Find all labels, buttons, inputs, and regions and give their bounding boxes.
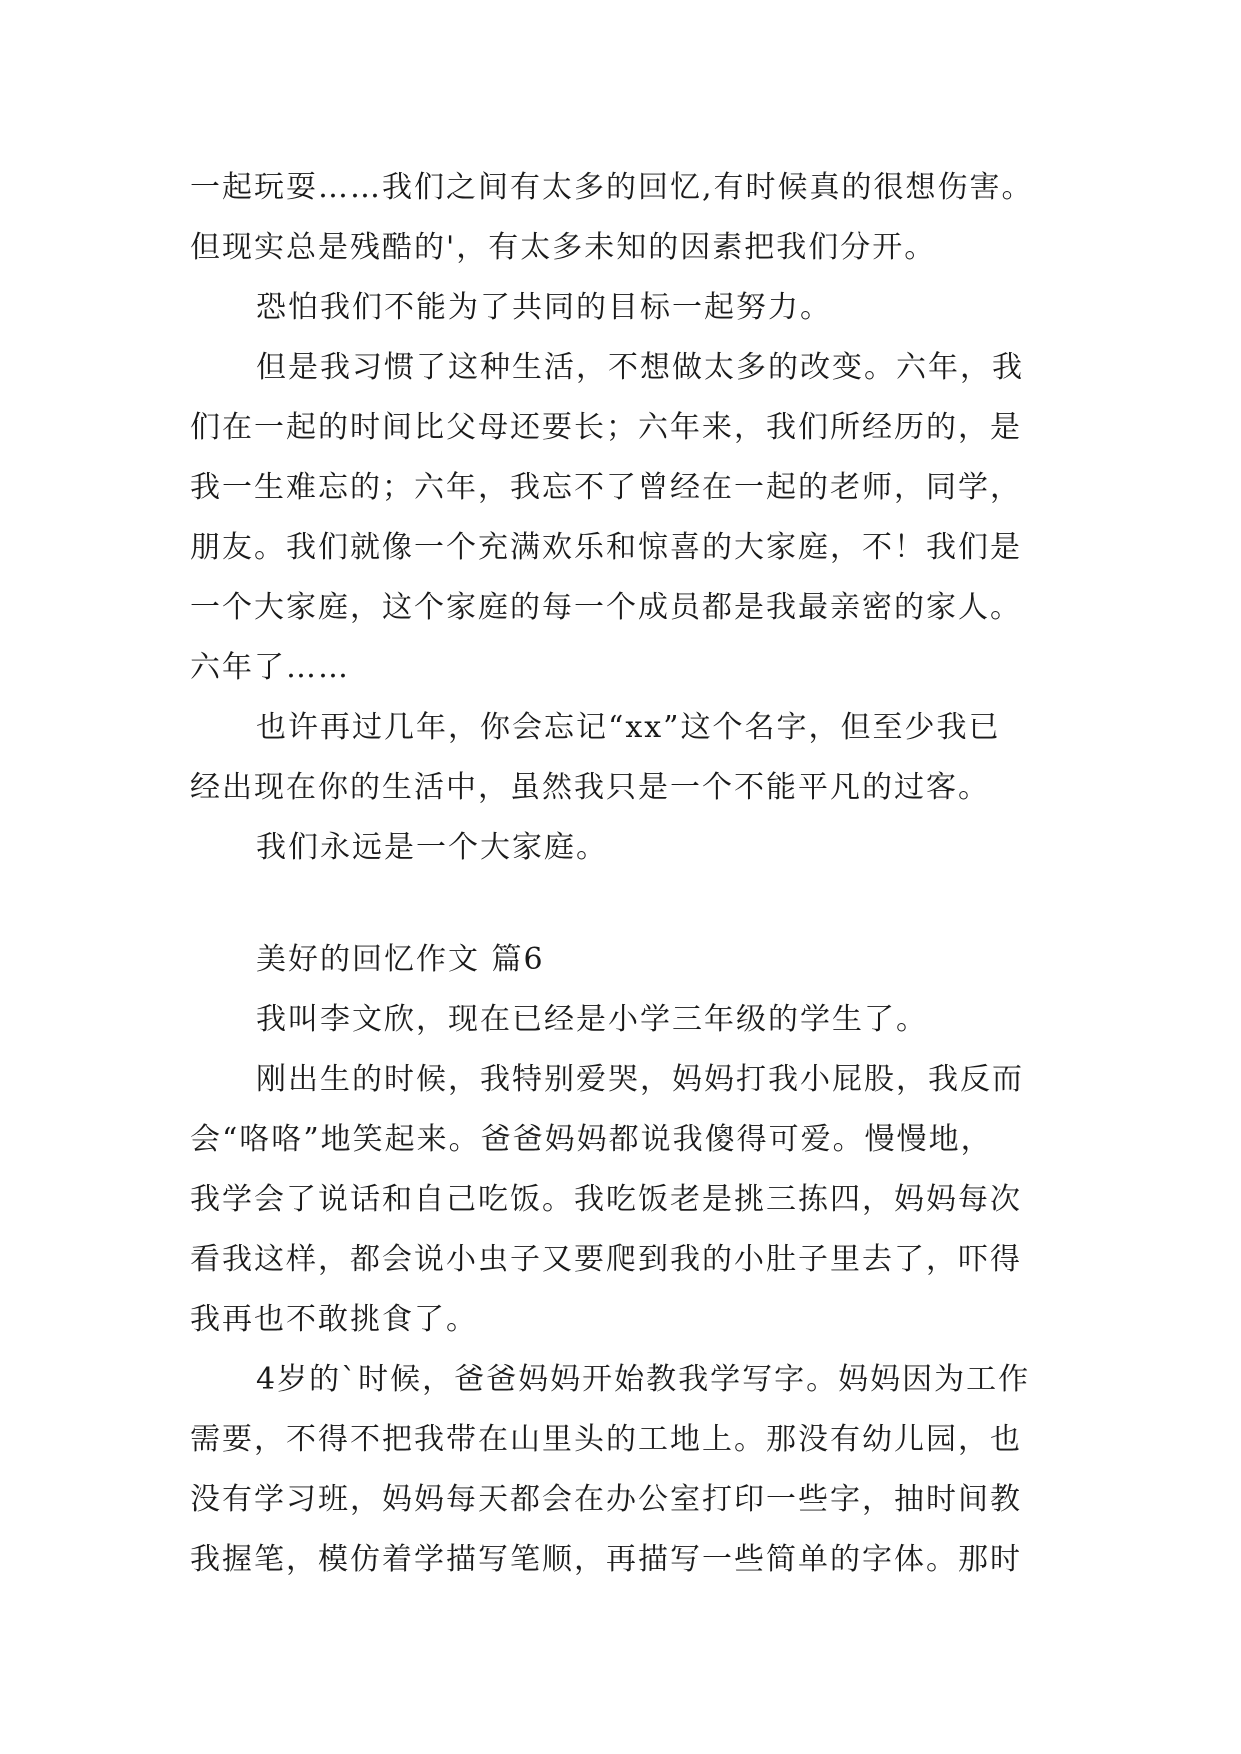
text-line: 一个大家庭，这个家庭的每一个成员都是我最亲密的家人。 <box>190 590 1022 625</box>
text-line: 我再也不敢挑食了。 <box>190 1302 478 1337</box>
text-line: 们在一起的时间比父母还要长；六年来，我们所经历的，是 <box>190 410 1022 445</box>
text-line: 看我这样，都会说小虫子又要爬到我的小肚子里去了，吓得 <box>190 1242 1022 1277</box>
text-line: 我一生难忘的；六年，我忘不了曾经在一起的老师，同学， <box>190 470 1022 505</box>
text-line: 一起玩耍……我们之间有太多的回忆,有时候真的很想伤害。 <box>190 170 1034 205</box>
text-line: 也许再过几年，你会忘记“xx”这个名字，但至少我已 <box>256 710 1001 745</box>
text-line: 没有学习班，妈妈每天都会在办公室打印一些字，抽时间教 <box>190 1482 1022 1517</box>
text-line: 会“咯咯”地笑起来。爸爸妈妈都说我傻得可爱。慢慢地， <box>190 1122 993 1157</box>
text-line: 我学会了说话和自己吃饭。我吃饭老是挑三拣四，妈妈每次 <box>190 1182 1022 1217</box>
text-line: 我握笔，模仿着学描写笔顺，再描写一些简单的字体。那时 <box>190 1542 1022 1577</box>
text-line: 需要，不得不把我带在山里头的工地上。那没有幼儿园，也 <box>190 1422 1022 1457</box>
text-line: 恐怕我们不能为了共同的目标一起努力。 <box>256 290 832 325</box>
text-line: 经出现在你的生活中，虽然我只是一个不能平凡的过客。 <box>190 770 990 805</box>
text-line: 4岁的`时候，爸爸妈妈开始教我学写字。妈妈因为工作 <box>256 1362 1031 1397</box>
text-line: 但是我习惯了这种生活，不想做太多的改变。六年，我 <box>256 350 1024 385</box>
text-line: 我叫李文欣，现在已经是小学三年级的学生了。 <box>256 1002 928 1037</box>
text-line: 朋友。我们就像一个充满欢乐和惊喜的大家庭，不！我们是 <box>190 530 1022 565</box>
text-line: 我们永远是一个大家庭。 <box>256 830 608 865</box>
text-line: 刚出生的时候，我特别爱哭，妈妈打我小屁股，我反而 <box>256 1062 1024 1097</box>
text-line: 六年了…… <box>190 650 350 685</box>
section-heading: 美好的回忆作文 篇6 <box>256 942 545 977</box>
text-line: 但现实总是残酷的'，有太多未知的因素把我们分开。 <box>190 230 937 265</box>
